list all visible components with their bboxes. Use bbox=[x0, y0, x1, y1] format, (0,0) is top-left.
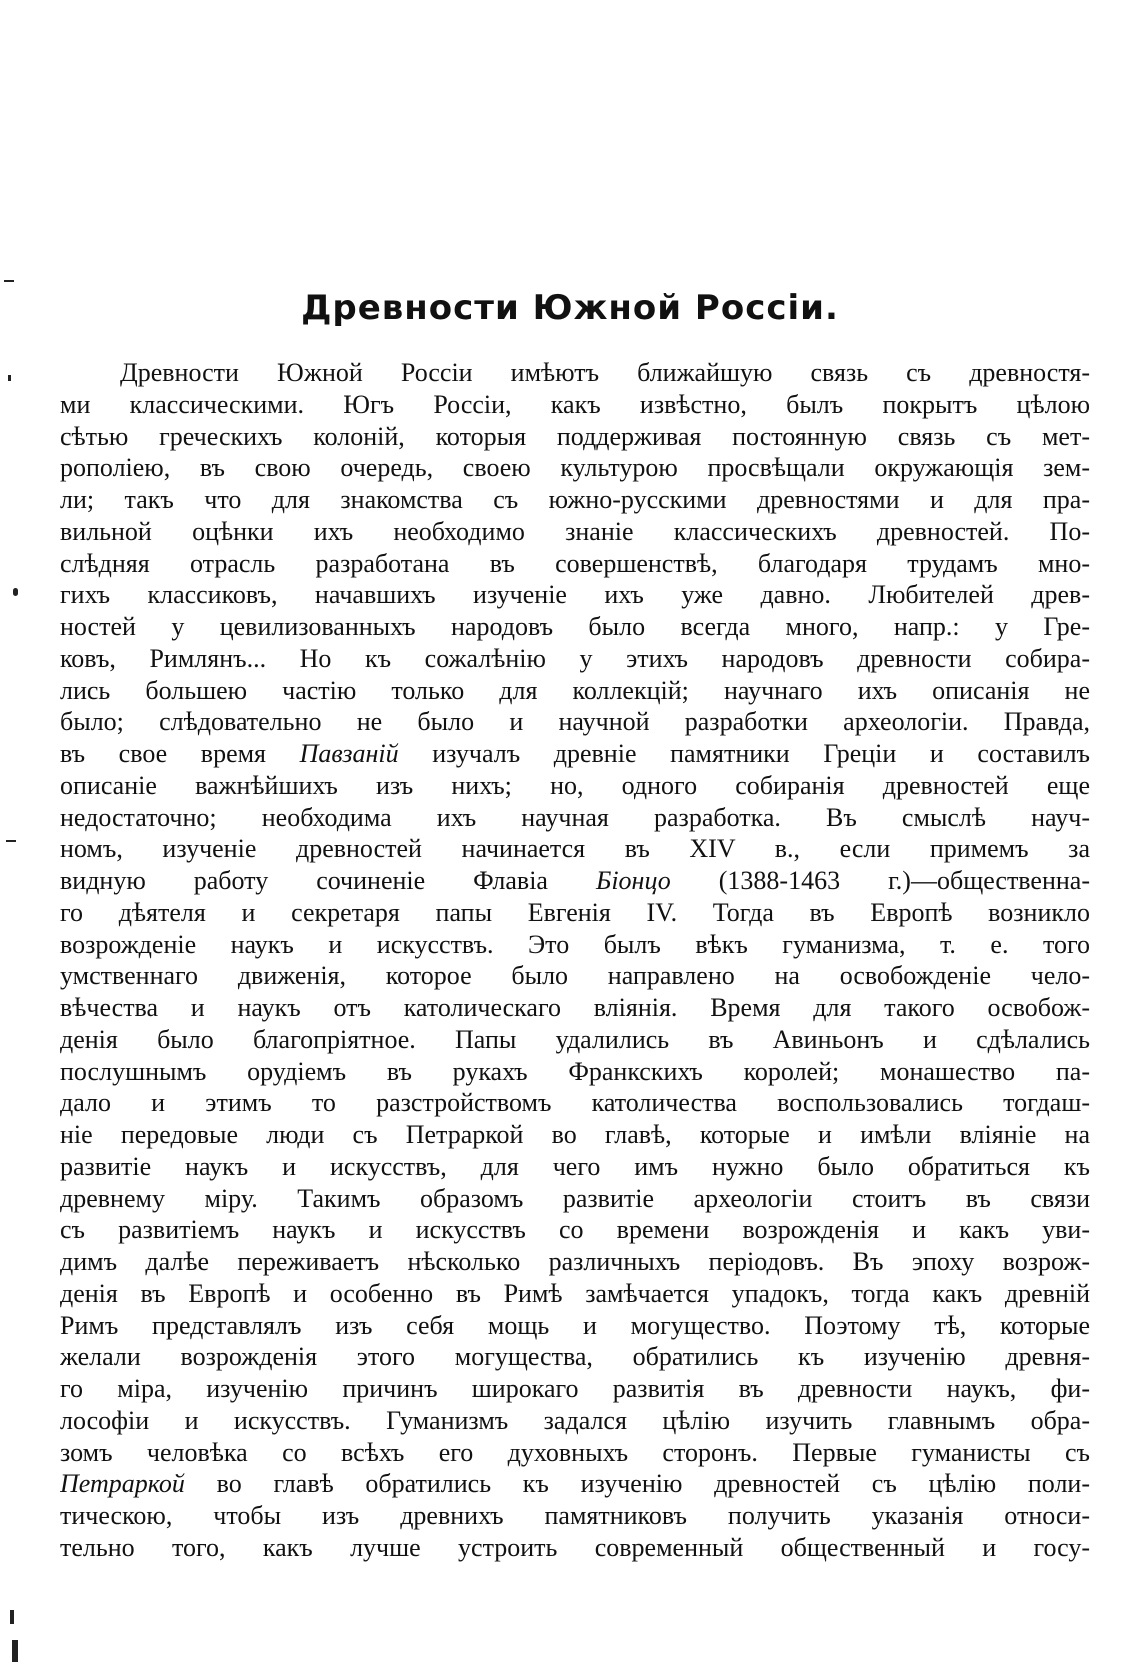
text-line: умственнаго движенія, которое было направлено на освобожденіе чело- bbox=[60, 961, 1090, 991]
margin-mark bbox=[6, 840, 16, 842]
text-line: ми классическими. Югъ Россіи, какъ извѣстно, былъ покрытъ цѣлою bbox=[60, 389, 1090, 419]
text-line: тельно того, какъ лучше устроить современный общественный и госу- bbox=[60, 1532, 1090, 1562]
text-line: было; слѣдовательно не было и научной разработки археологіи. Правда, bbox=[60, 707, 1090, 737]
text-line: слѣдняя отрасль разработана въ совершенствѣ, благодаря трудамъ мно- bbox=[60, 548, 1090, 578]
text-line: тическою, чтобы изъ древнихъ памятниковъ получить указанія относи- bbox=[60, 1501, 1090, 1530]
margin-mark bbox=[12, 1640, 18, 1662]
text-line: ли; такъ что для знакомства съ южно-русскими древностями и для пра- bbox=[60, 485, 1090, 514]
text-line: Петраркой во главѣ обратились къ изученію древностей съ цѣлію поли- bbox=[60, 1469, 1090, 1499]
text-line: лософіи и искусствъ. Гуманизмъ задался цѣлію изучить главнымъ обра- bbox=[60, 1405, 1090, 1435]
text-line: гихъ классиковъ, начавшихъ изученіе ихъ уже давно. Любителей древ- bbox=[60, 580, 1090, 610]
text-line: рополіею, въ свою очередь, своею культурою просвѣщали окружающія зем- bbox=[60, 453, 1090, 483]
italic-text: Павзаній bbox=[299, 739, 399, 768]
text-line: номъ, изученіе древностей начинается въ XIV в., если примемъ за bbox=[60, 834, 1090, 864]
text-line: древнему міру. Такимъ образомъ развитіе археологіи стоитъ въ связи bbox=[60, 1183, 1090, 1213]
margin-mark bbox=[13, 588, 18, 596]
text-line: ностей у цевилизованныхъ народовъ было всегда много, напр.: у Гре- bbox=[60, 612, 1090, 641]
text-line: го дѣятеля и секретаря папы Евгенія IV. Тогда въ Европѣ возникло bbox=[60, 897, 1090, 927]
text-line: видную работу сочиненіе Флавіа Біонцо (1388-1463 г.)—общественна- bbox=[60, 866, 1090, 895]
margin-mark bbox=[10, 1610, 14, 1624]
margin-mark bbox=[4, 280, 14, 282]
text-line: Римъ представлялъ изъ себя мощь и могущество. Поэтому тѣ, которые bbox=[60, 1310, 1090, 1340]
text-line: сѣтью греческихъ колоній, которыя поддерживая постоянную связь съ мет- bbox=[60, 421, 1090, 451]
text-line: недостаточно; необходима ихъ научная разработка. Въ смыслѣ науч- bbox=[60, 802, 1090, 832]
text-line: денія было благопріятное. Папы удалились въ Авиньонъ и сдѣлались bbox=[60, 1024, 1090, 1054]
text-line: денія въ Европѣ и особенно въ Римѣ замѣчается упадокъ, тогда какъ древній bbox=[60, 1278, 1090, 1308]
margin-mark bbox=[8, 375, 11, 381]
page-title: Древности Южной Россіи. bbox=[301, 288, 839, 328]
body-paragraph bbox=[60, 357, 1090, 1564]
text-line: ніе передовые люди съ Петраркой во главѣ, которые и имѣли вліяніе на bbox=[60, 1120, 1090, 1149]
text-line: возрожденіе наукъ и искусствъ. Это былъ вѣкъ гуманизма, т. е. того bbox=[60, 929, 1090, 959]
text-line: желали возрожденія этого могущества, обратились къ изученію древня- bbox=[60, 1342, 1090, 1372]
text-line: вильной оцѣнки ихъ необходимо знаніе классическихъ древностей. По- bbox=[60, 516, 1090, 546]
text-line: вѣчества и наукъ отъ католическаго вліянія. Время для такого освобож- bbox=[60, 993, 1090, 1022]
italic-text: Петраркой bbox=[60, 1469, 185, 1499]
text-line: послушнымъ орудіемъ въ рукахъ Франкскихъ королей; монашество па- bbox=[60, 1056, 1090, 1086]
text-line: дало и этимъ то разстройствомъ католичества воспользовались тогдаш- bbox=[60, 1088, 1090, 1118]
italic-text: Біонцо bbox=[595, 866, 671, 895]
text-line: димъ далѣе переживаетъ нѣсколько различныхъ періодовъ. Въ эпоху возрож- bbox=[60, 1247, 1090, 1276]
text-line: зомъ человѣка со всѣхъ его духовныхъ сторонъ. Первые гуманисты съ bbox=[60, 1437, 1090, 1467]
text-line: съ развитіемъ наукъ и искусствъ со времени возрожденія и какъ уви- bbox=[60, 1215, 1090, 1245]
text-line: Древности Южной Россіи имѣютъ ближайшую связь съ древностя- bbox=[120, 358, 1090, 387]
text-line: лись большею частію только для коллекцій; научнаго ихъ описанія не bbox=[60, 675, 1090, 705]
text-line: развитіе наукъ и искусствъ, для чего имъ нужно было обратиться къ bbox=[60, 1151, 1090, 1181]
text-line: го міра, изученію причинъ широкаго развитія въ древности наукъ, фи- bbox=[60, 1374, 1090, 1403]
text-line: въ свое время Павзаній изучалъ древніе памятники Греціи и составилъ bbox=[60, 739, 1090, 768]
text-line: описаніе важнѣйшихъ изъ нихъ; но, одного собиранія древностей еще bbox=[60, 770, 1090, 800]
text-line: ковъ, Римлянъ... Но къ сожалѣнію у этихъ народовъ древности собира- bbox=[60, 643, 1090, 673]
